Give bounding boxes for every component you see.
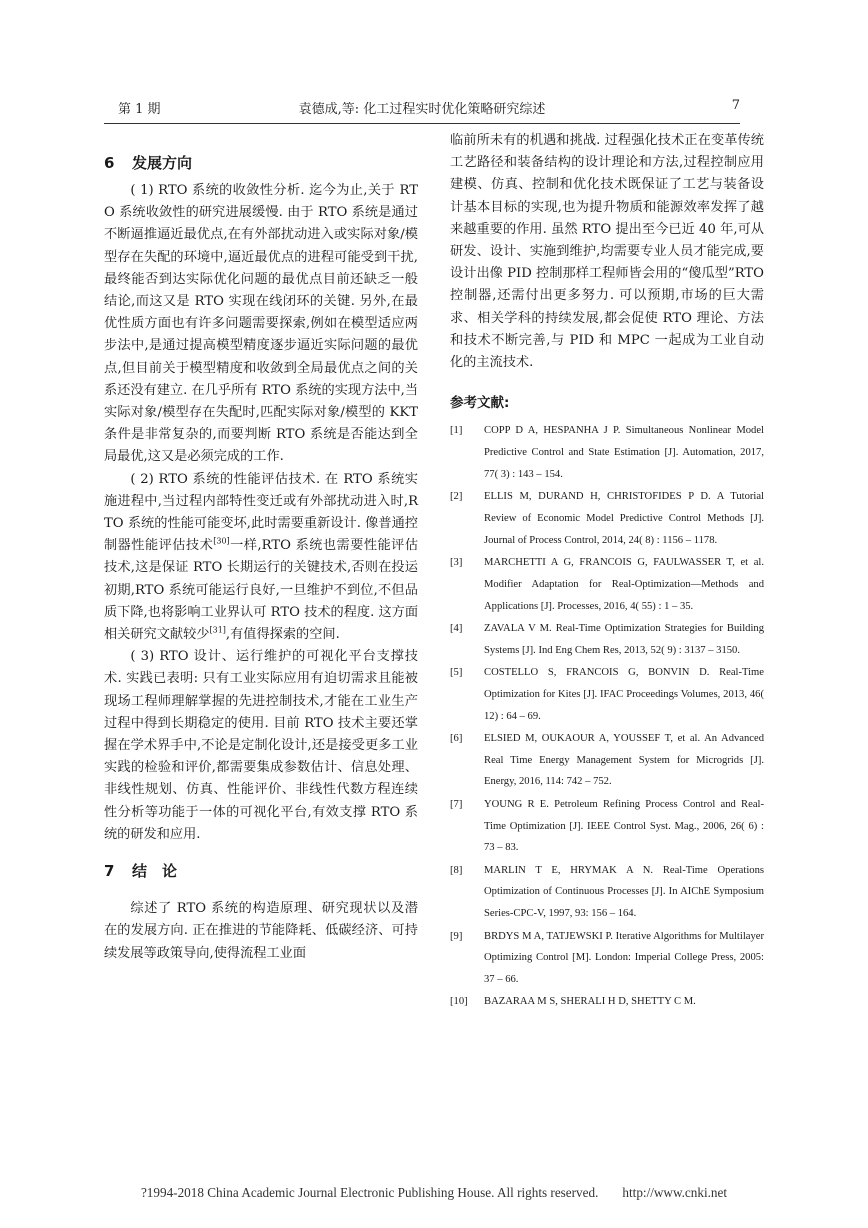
page-header: [104, 96, 740, 118]
reference-text: BAZARAA M S, SHERALI H D, SHETTY C M.: [484, 996, 696, 1008]
paragraph-text: ,有值得探索的空间.: [225, 627, 340, 643]
right-column: [450, 130, 764, 1014]
reference-text: MARLIN T E, HRYMAK A N. Real-Time Operations Optimization of Continuous Processes [J]. In AIChE Symposium Series-CPC-V, 1997, 93: 156 – 164.: [484, 864, 764, 920]
reference-text: ZAVALA V M. Real-Time Optimization Strategies for Building Systems [J]. Ind Eng Chem Res, 2013, 52( 9) : 3137 – 3150.: [484, 622, 764, 656]
reference-item: [450, 860, 764, 925]
reference-text: YOUNG R E. Petroleum Refining Process Control and Real-Time Optimization [J]. IEEE Control Syst. Mag., 2006, 26( 6) : 73 – 83.: [484, 798, 764, 854]
reference-item: [450, 926, 764, 991]
reference-item: [450, 420, 764, 485]
paragraph-text: 一样,RTO 系统也需要性能评估技术,这是保证 RTO 长期运行的关键技术,否则在投运初期,RTO 系统可能运行良好,一旦维护不到位,不但品质下降,也将影响工业界认可 RTO 技术的程度. 这方面相关研究文献较少: [104, 538, 419, 643]
reference-item: [450, 552, 764, 617]
reference-text: BRDYS M A, TATJEWSKI P. Iterative Algorithms for Multilayer Optimizing Control [M]. London: Imperial College Press, 2005: 37 – 66.: [484, 930, 764, 986]
reference-number: [7]: [450, 798, 463, 810]
reference-text: ELSIED M, OUKAOUR A, YOUSSEF T, et al. An Advanced Real Time Energy Management System for Microgrids [J]. Energy, 2016, 114: 742 – 752.: [484, 732, 764, 788]
section-number: 6: [104, 154, 115, 172]
section-title: 结 论: [132, 862, 178, 881]
citation-30: [30]: [213, 536, 230, 546]
reference-text: ELLIS M, DURAND H, CHRISTOFIDES P D. A Tutorial Review of Economic Model Predictive Control Methods [J]. Journal of Process Control, 2014, 24( 8) : 1156 – 1178.: [484, 491, 764, 546]
reference-number: [10]: [450, 996, 468, 1008]
paragraph-conclusion: 综述了 RTO 系统的构造原理、研究现状以及潜在的发展方向. 正在推进的节能降耗、低碳经济、可持续发展等政策导向,使得流程工业面: [104, 901, 418, 961]
header-divider: [104, 123, 740, 124]
reference-item: [450, 618, 764, 662]
paragraph-visualization: ( 3) RTO 设计、运行维护的可视化平台支撑技术. 实践已表明: 只有工业实际应用有迫切需求且能被现场工程师理解掌握的先进控制技术,才能在工业生产过程中得到长期稳定的使用. 目前 RTO 技术主要还掌握在学术界手中,不论是定制化设计,还是接受更多工业实践的检验和评价,都需要集成参数估计、信息处理、非线性规划、仿真、性能评价、非线性代数方程连续性分析等功能于一体的可视化平台,有效支撑 RTO 系统的研发和应用.: [104, 649, 418, 842]
reference-item: [450, 728, 764, 793]
reference-number: [9]: [450, 930, 463, 942]
section-title: 发展方向: [132, 154, 193, 172]
reference-text: MARCHETTI A G, FRANCOIS G, FAULWASSER T, et al. Modifier Adaptation for Real-Optimization—Methods and Applications [J]. Processes, 2016, 4( 55) : 1 – 35.: [484, 557, 764, 612]
left-column: [104, 130, 418, 965]
references-heading: 参考文献:: [450, 395, 510, 412]
reference-item: [450, 662, 764, 727]
footer-url: http://www.cnki.net: [622, 1185, 728, 1200]
running-title: 袁德成,等: 化工过程实时优化策略研究综述: [298, 102, 546, 117]
paragraph-text: ( 2) RTO 系统的性能评估技术. 在 RTO 系统实施进程中,当过程内部特性变迁或有外部扰动进入时,RTO 系统的性能可能变坏,此时需要重新设计. 像普通控制器性能评估技术: [104, 471, 418, 554]
reference-item: [450, 794, 764, 859]
reference-number: [4]: [450, 622, 463, 634]
paragraph-performance: [104, 469, 418, 647]
reference-item: [450, 991, 764, 1013]
copyright-notice: ?1994-2018 China Academic Journal Electronic Publishing House. All rights reserved.: [140, 1185, 599, 1200]
issue-label: 第 1 期: [118, 102, 161, 117]
reference-list: [450, 420, 764, 1013]
reference-number: [3]: [450, 557, 463, 569]
reference-number: [5]: [450, 667, 463, 678]
reference-number: [8]: [450, 864, 463, 876]
paragraph-conclusion-continued: 临前所未有的机遇和挑战. 过程强化技术正在变革传统工艺路径和装备结构的设计理论和方法,过程控制应用建模、仿真、控制和优化技术既保证了工艺与装备设计基本目标的实现,也为提升物质和能源效率发挥了越来越重要的作用. 虽然 RTO 提出至今已近 40 年,可从研发、设计、实施到维护,均需要专业人员才能完成,要设计出像 PID 控制那样工程师皆会用的“傻瓜型”RTO 控制器,还需付出更多努力. 可以预期,市场的巨大需求、相关学科的持续发展,都会促使 RTO 理论、方法和技术不断完善,与 PID 和 MPC 一起成为工业自动化的主流技术.: [450, 133, 764, 371]
citation-31: [31]: [209, 625, 226, 635]
reference-text: COPP D A, HESPANHA J P. Simultaneous Nonlinear Model Predictive Control and State Estimation [J]. Automation, 2017, 77( 3) : 143 – 154.: [484, 425, 764, 480]
section-heading-6: [104, 146, 418, 180]
reference-item: [450, 486, 764, 551]
reference-number: [6]: [450, 732, 463, 744]
paragraph-convergence: ( 1) RTO 系统的收敛性分析. 迄今为止,关于 RTO 系统收敛性的研究进展缓慢. 由于 RTO 系统是通过不断逼推逼近最优点,在有外部扰动进入或实际对象/模型存在失配的环境中,逼近最优点的进程可能受到干扰,最终能否到达实际优化问题的最优点目前还缺乏一般结论,而这又是 RTO 实现在线闭环的关键. 另外,在最优性质方面也有许多问题需要探索,例如在模型适应两步法中,是通过提高模型精度逐步逼近实际问题的最优点,但目前关于模型精度和收敛到全局最优点之间的关系还没有建立. 在几乎所有 RTO 系统的实现方法中,当实际对象/模型存在失配时,匹配实际对象/模型的 KKT 条件是非常复杂的,而要判断 RTO 系统是否能达到全局最优,这又是必须完成的工作.: [104, 183, 419, 465]
page-number: 7: [731, 98, 740, 113]
section-heading-7: [104, 854, 418, 888]
section-number: 7: [104, 862, 115, 881]
reference-text: COSTELLO S, FRANCOIS G, BONVIN D. Real-Time Optimization for Kites [J]. IFAC Proceedings Volumes, 2013, 46( 12) : 64 – 69.: [484, 667, 764, 722]
reference-number: [2]: [450, 491, 463, 503]
reference-number: [1]: [450, 425, 463, 437]
page-footer: [0, 1185, 868, 1201]
